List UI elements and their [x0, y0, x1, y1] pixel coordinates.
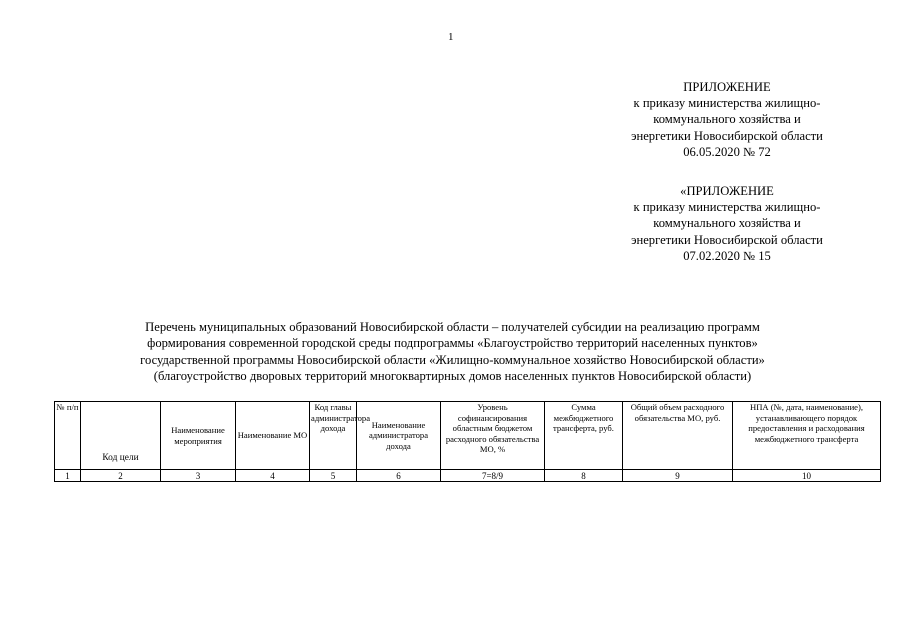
header-row-number: № п/п	[55, 402, 81, 470]
appendix-previous-block	[596, 183, 858, 264]
numbering-cell: 3	[161, 470, 236, 482]
numbering-cell: 8	[545, 470, 623, 482]
appendix-line: ПРИЛОЖЕНИЕ	[683, 80, 771, 94]
header-cofinancing-level: Уровень софинансирования областным бюджетом расходного обязательства МО, %	[441, 402, 545, 470]
header-total-obligation: Общий объем расходного обязательства МО, руб.	[623, 402, 733, 470]
appendix-line: коммунального хозяйства и	[653, 112, 801, 127]
recipients-table	[54, 401, 881, 482]
numbering-cell: 1	[55, 470, 81, 482]
numbering-cell: 2	[81, 470, 161, 482]
appendix-line: коммунального хозяйства и	[653, 216, 801, 231]
table-row	[55, 470, 881, 482]
numbering-cell: 6	[357, 470, 441, 482]
header-legal-act: НПА (№, дата, наименование), устанавливающего порядок предоставления и расходования межбюджетного трансферта	[733, 402, 881, 470]
numbering-cell: 10	[733, 470, 881, 482]
appendix-date-number: 06.05.2020 № 72	[683, 144, 771, 159]
appendix-line: «ПРИЛОЖЕНИЕ	[680, 184, 774, 198]
appendix-date-number: 07.02.2020 № 15	[683, 248, 771, 263]
header-revenue-admin-code: Код главы администратора дохода	[310, 402, 357, 470]
appendix-line: к приказу министерства жилищно-	[633, 96, 821, 111]
header-transfer-amount: Сумма межбюджетного трансферта, руб.	[545, 402, 623, 470]
numbering-cell: 9	[623, 470, 733, 482]
document-title	[40, 319, 865, 384]
title-line: Перечень муниципальных образований Новосибирской области – получателей субсидии на реализацию программ	[145, 320, 760, 334]
title-line: государственной программы Новосибирской области «Жилищно-коммунальное хозяйство Новосибирской области»	[140, 352, 765, 367]
numbering-cell: 5	[310, 470, 357, 482]
page-number: 1	[448, 31, 454, 43]
appendix-line: энергетики Новосибирской области	[631, 128, 823, 143]
header-activity-name: Наименование мероприятия	[161, 402, 236, 470]
title-line: (благоустройство дворовых территорий многоквартирных домов населенных пунктов Новосибирской области)	[153, 368, 752, 383]
header-municipality-name: Наименование МО	[236, 402, 310, 470]
appendix-current-block	[596, 79, 858, 160]
table-header-row	[55, 402, 881, 470]
header-revenue-admin-name: Наименование администратора дохода	[357, 402, 441, 470]
numbering-cell: 4	[236, 470, 310, 482]
header-goal-code: Код цели	[81, 402, 161, 470]
appendix-line: энергетики Новосибирской области	[631, 232, 823, 247]
title-line: формирования современной городской среды подпрограммы «Благоустройство территорий населенных пунктов»	[147, 336, 758, 351]
appendix-line: к приказу министерства жилищно-	[633, 200, 821, 215]
numbering-cell: 7=8/9	[441, 470, 545, 482]
